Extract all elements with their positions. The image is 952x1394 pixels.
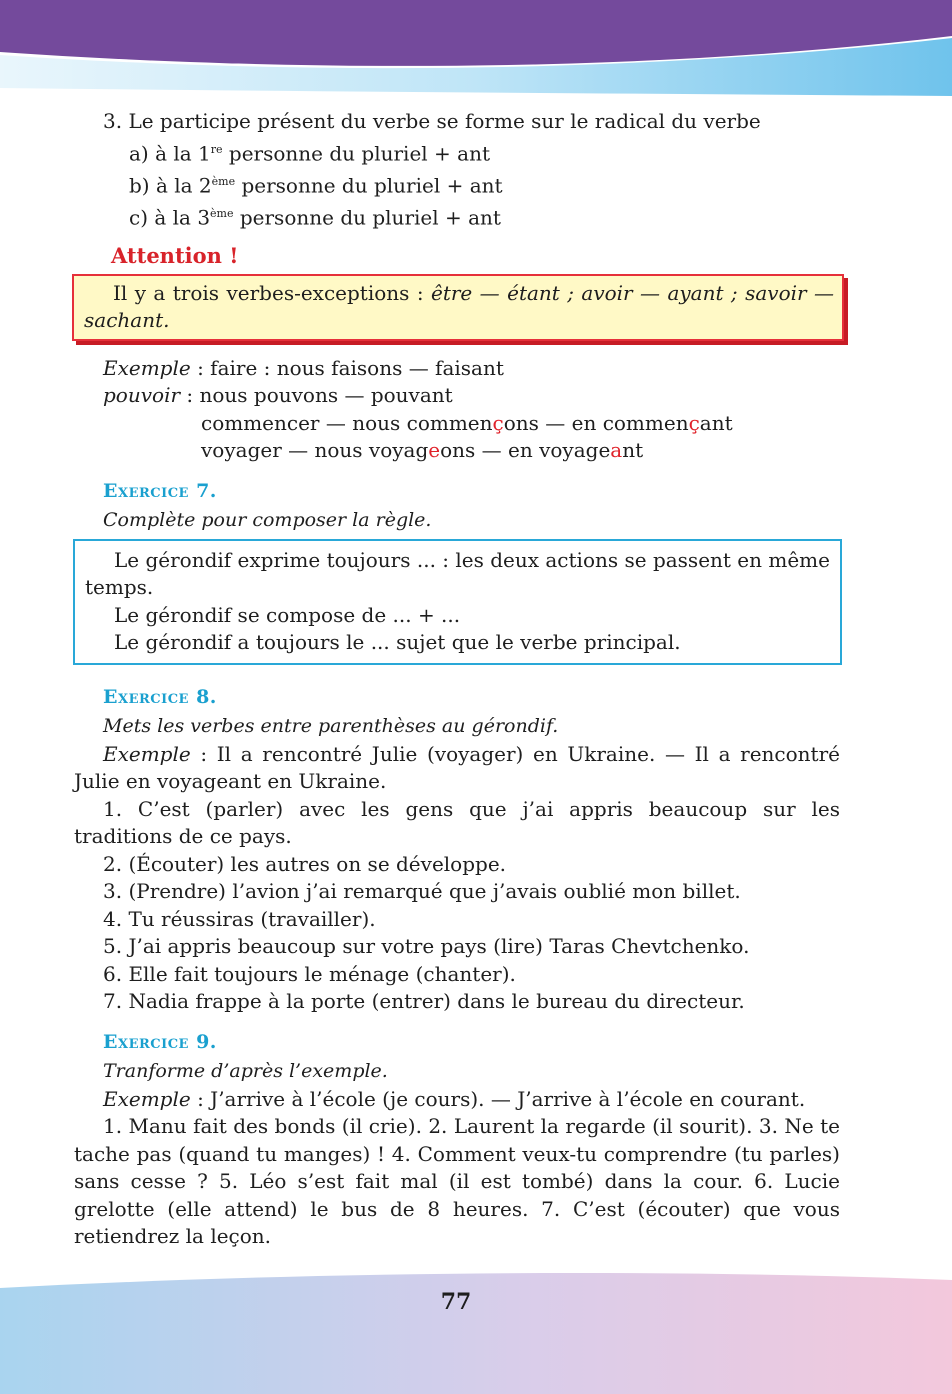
attention-heading: Attention ! (111, 242, 239, 268)
rule-box-line-1: Le gérondif exprime toujours ... : les deux actions se passent en même temps. (85, 547, 830, 600)
rule-3-item-b: b) à la 2ème personne du pluriel + ant (129, 173, 503, 198)
rule-box-line-3: Le gérondif a toujours le ... sujet que le verbe principal. (114, 630, 681, 655)
example-line-voyager: voyager — nous voyageons — en voyageant (201, 438, 644, 463)
exercise-8-item: 6. Elle fait toujours le ménage (chanter). (103, 961, 516, 986)
exercise-8-instruction: Mets les verbes entre parenthèses au gérondif. (103, 714, 559, 737)
exercise-8-title: Exercice 8. (103, 685, 217, 708)
example-line-commencer: commencer — nous commençons — en commençant (201, 410, 733, 435)
page-content (74, 108, 840, 1251)
rule-3-intro: 3. Le participe présent du verbe se forme sur le radical du verbe (103, 109, 761, 133)
attention-box (72, 274, 844, 341)
exercise-9-instruction: Tranforme d’après l’exemple. (103, 1059, 388, 1082)
exercise-8-item: 2. (Écouter) les autres on se développe. (103, 851, 507, 876)
header-decoration (0, 0, 952, 96)
exercise-8-item: 1. C’est (parler) avec les gens que j’ai appris beaucoup sur les traditions de ce pays. (74, 796, 840, 849)
rule-box (73, 539, 842, 665)
example-line-pouvoir: pouvoir : nous pouvons — pouvant (103, 383, 453, 408)
exercise-9-example: Exemple : J’arrive à l’école (je cours). — J’arrive à l’école en courant. (103, 1086, 806, 1111)
exercise-8-item: 5. J’ai appris beaucoup sur votre pays (lire) Taras Chevtchenko. (103, 934, 750, 959)
example-line-faire: Exemple : faire : nous faisons — faisant (103, 355, 504, 380)
rule-3-item-a: a) à la 1re personne du pluriel + ant (129, 141, 491, 166)
attention-text: Il y a trois verbes-exceptions : être — étant ; avoir — ayant ; savoir — sachant. (84, 280, 834, 333)
exercise-9-title: Exercice 9. (103, 1030, 217, 1053)
exercise-7-instruction: Complète pour composer la règle. (103, 508, 432, 531)
exercise-7-title: Exercice 7. (103, 479, 217, 502)
exercise-8-item: 7. Nadia frappe à la porte (entrer) dans le bureau du directeur. (103, 989, 745, 1014)
exercise-8-example: Exemple : Il a rencontré Julie (voyager) en Ukraine. — Il a rencontré Julie en voyageant en Ukraine. (74, 741, 840, 794)
rule-3-item-c: c) à la 3ème personne du pluriel + ant (129, 205, 501, 230)
page-number: 77 (440, 1289, 472, 1315)
exercise-8-item: 4. Tu réussiras (travailler). (103, 906, 376, 931)
rule-box-line-2: Le gérondif se compose de ... + ... (114, 602, 461, 627)
exercise-9-body: 1. Manu fait des bonds (il crie). 2. Laurent la regarde (il sourit). 3. Ne te tache pas (quand tu manges) ! 4. Comment veux-tu comprendre (tu parles) sans cesse ? 5. Léo s’est fait mal (il est tombé) dans la cour. 6. Lucie grelotte (elle attend) le bus de 8 heures. 7. C’est (écouter) que vous retiendrez la leçon. (74, 1114, 840, 1249)
exercise-8-item: 3. (Prendre) l’avion j’ai remarqué que j’avais oublié mon billet. (103, 879, 741, 904)
